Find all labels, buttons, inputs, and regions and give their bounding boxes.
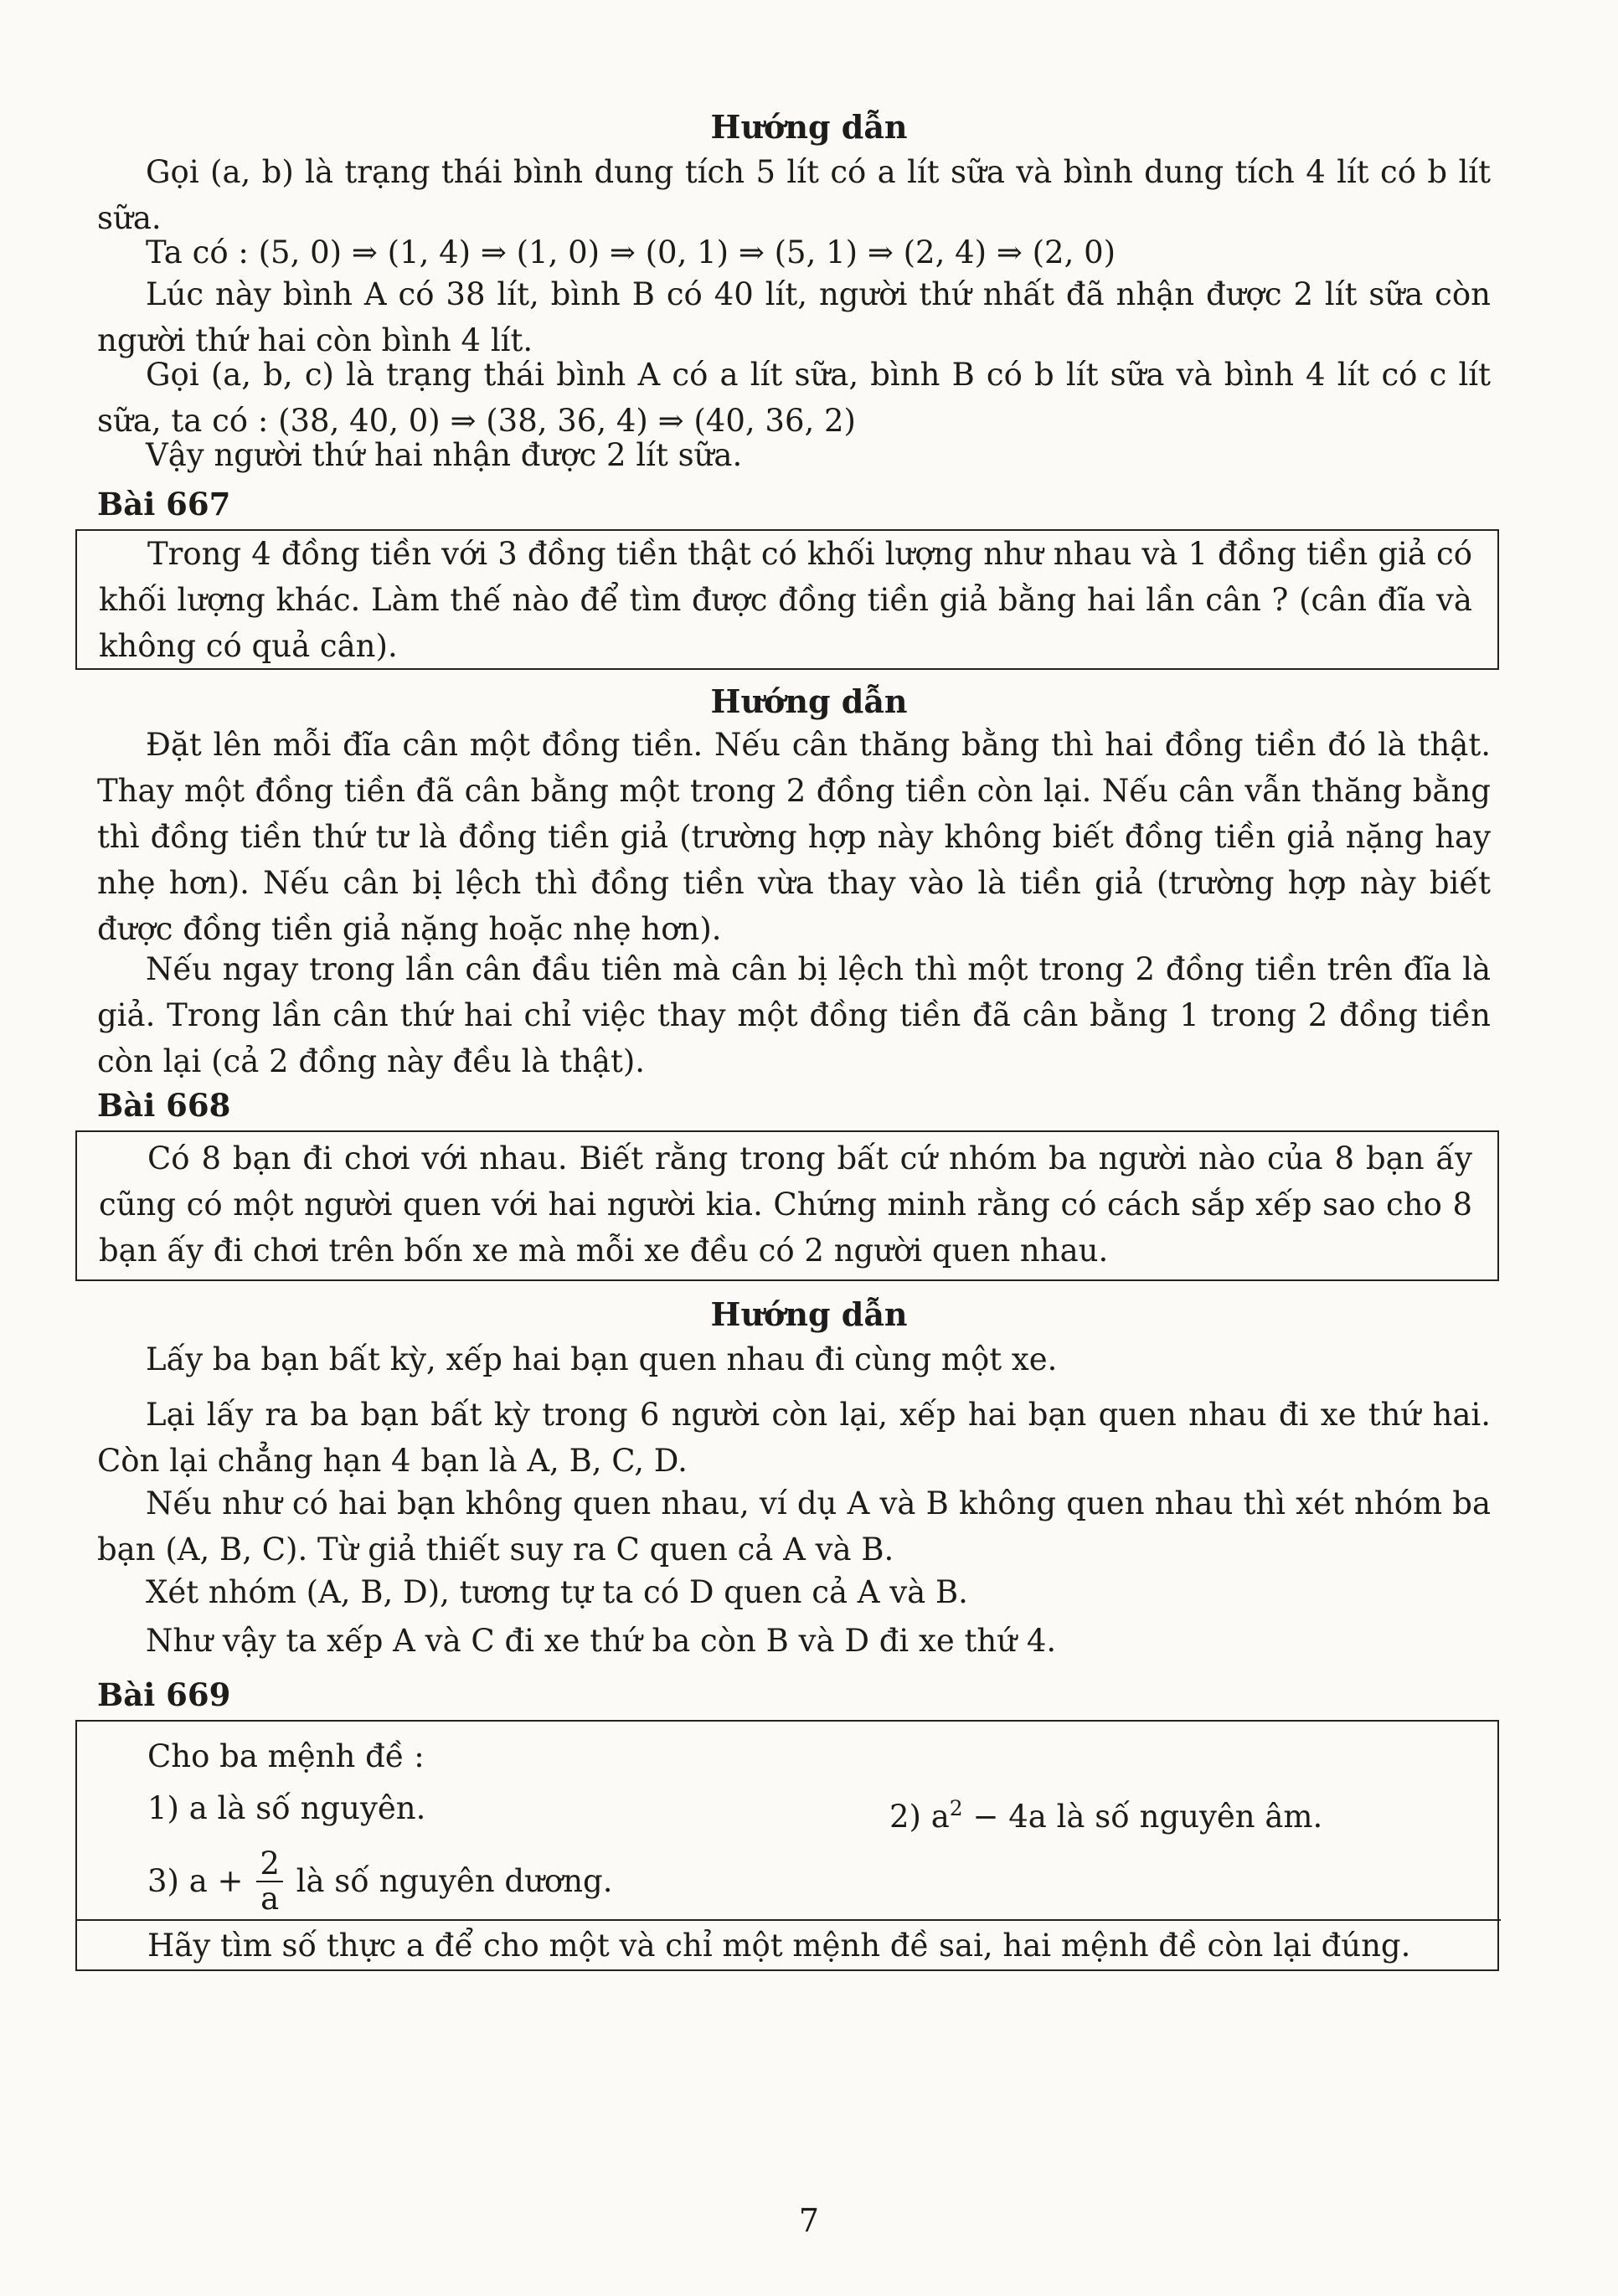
section-heading: Hướng dẫn	[710, 108, 908, 146]
paragraph: Ta có : (5, 0) ⇒ (1, 4) ⇒ (1, 0) ⇒ (0, 1) ⇒ (5, 1) ⇒ (2, 4) ⇒ (2, 0)	[146, 234, 1116, 270]
paragraph: Lấy ba bạn bất kỳ, xếp hai bạn quen nhau đi cùng một xe.	[146, 1341, 1058, 1377]
paragraph: Gọi (a, b, c) là trạng thái bình A có a lít sữa, bình B có b lít sữa và bình 4 lít có c lít sữa, ta có : (38, 40, 0) ⇒ (38, 36, 4) ⇒ (40, 36, 2)	[97, 357, 1491, 439]
paragraph: Nếu như có hai bạn không quen nhau, ví dụ A và B không quen nhau thì xét nhóm ba bạn (A, B, C). Từ giả thiết suy ra C quen cả A và B.	[97, 1485, 1491, 1568]
problem-question: Hãy tìm số thực a để cho một và chỉ một mệnh đề sai, hai mệnh đề còn lại đúng.	[147, 1928, 1411, 1964]
paragraph: Vậy người thứ hai nhận được 2 lít sữa.	[146, 437, 743, 473]
paragraph: Đặt lên mỗi đĩa cân một đồng tiền. Nếu cân thăng bằng thì hai đồng tiền đó là thật. Thay một đồng tiền đã cân bằng một trong 2 đồng tiền còn lại. Nếu cân vẫn thăng bằng thì đồng tiền thứ tư là đồng tiền giả (trường hợp này không biết đồng tiền giả nặng hay nhẹ hơn). Nếu cân bị lệch thì đồng tiền vừa thay vào là tiền giả (trường hợp này biết được đồng tiền giả nặng hoặc nhẹ hơn).	[97, 727, 1491, 947]
proposition-1: 1) a là số nguyên.	[147, 1790, 426, 1826]
section-heading: Hướng dẫn	[710, 1295, 908, 1333]
problem-intro: Cho ba mệnh đề :	[147, 1738, 425, 1774]
problem-box	[75, 1720, 1499, 1971]
section-heading: Hướng dẫn	[710, 682, 908, 720]
paragraph: Nếu ngay trong lần cân đầu tiên mà cân bị lệch thì một trong 2 đồng tiền trên đĩa là giả. Trong lần cân thứ hai chỉ việc thay một đồng tiền đã cân bằng 1 trong 2 đồng tiền còn lại (cả 2 đồng này đều là thật).	[97, 951, 1491, 1079]
fraction: $\frac{2}{a}$	[256, 1847, 283, 1916]
paragraph: Lúc này bình A có 38 lít, bình B có 40 lít, người thứ nhất đã nhận được 2 lít sữa còn người thứ hai còn bình 4 lít.	[97, 276, 1491, 358]
paragraph: Gọi (a, b) là trạng thái bình dung tích 5 lít có a lít sữa và bình dung tích 4 lít có b lít sữa.	[97, 154, 1491, 236]
problem-title: Bài 668	[97, 1087, 231, 1124]
problem-box	[75, 1130, 1499, 1281]
divider	[77, 1919, 1501, 1921]
problem-title: Bài 667	[97, 486, 231, 523]
paragraph: Xét nhóm (A, B, D), tương tự ta có D quen cả A và B.	[146, 1574, 968, 1610]
problem-title: Bài 669	[97, 1676, 231, 1713]
page-number: 7	[798, 2202, 820, 2239]
paragraph: Lại lấy ra ba bạn bất kỳ trong 6 người còn lại, xếp hai bạn quen nhau đi xe thứ hai. Còn lại chẳng hạn 4 bạn là A, B, C, D.	[97, 1397, 1491, 1479]
problem-text: Trong 4 đồng tiền với 3 đồng tiền thật có khối lượng như nhau và 1 đồng tiền giả có khối lượng khác. Làm thế nào để tìm được đồng tiền giả bằng hai lần cân ? (cân đĩa và không có quả cân).	[99, 536, 1472, 664]
proposition-3: 3) a + $\frac{2}{a}$ là số nguyên dương.	[147, 1846, 613, 1917]
paragraph: Như vậy ta xếp A và C đi xe thứ ba còn B và D đi xe thứ 4.	[146, 1623, 1057, 1659]
proposition-2: 2) $a^2 - 4a$ là số nguyên âm.	[889, 1796, 1323, 1835]
problem-text: Có 8 bạn đi chơi với nhau. Biết rằng trong bất cứ nhóm ba người nào của 8 bạn ấy cũng có một người quen với hai người kia. Chứng minh rằng có cách sắp xếp sao cho 8 bạn ấy đi chơi trên bốn xe mà mỗi xe đều có 2 người quen nhau.	[99, 1140, 1472, 1269]
problem-box	[75, 529, 1499, 670]
